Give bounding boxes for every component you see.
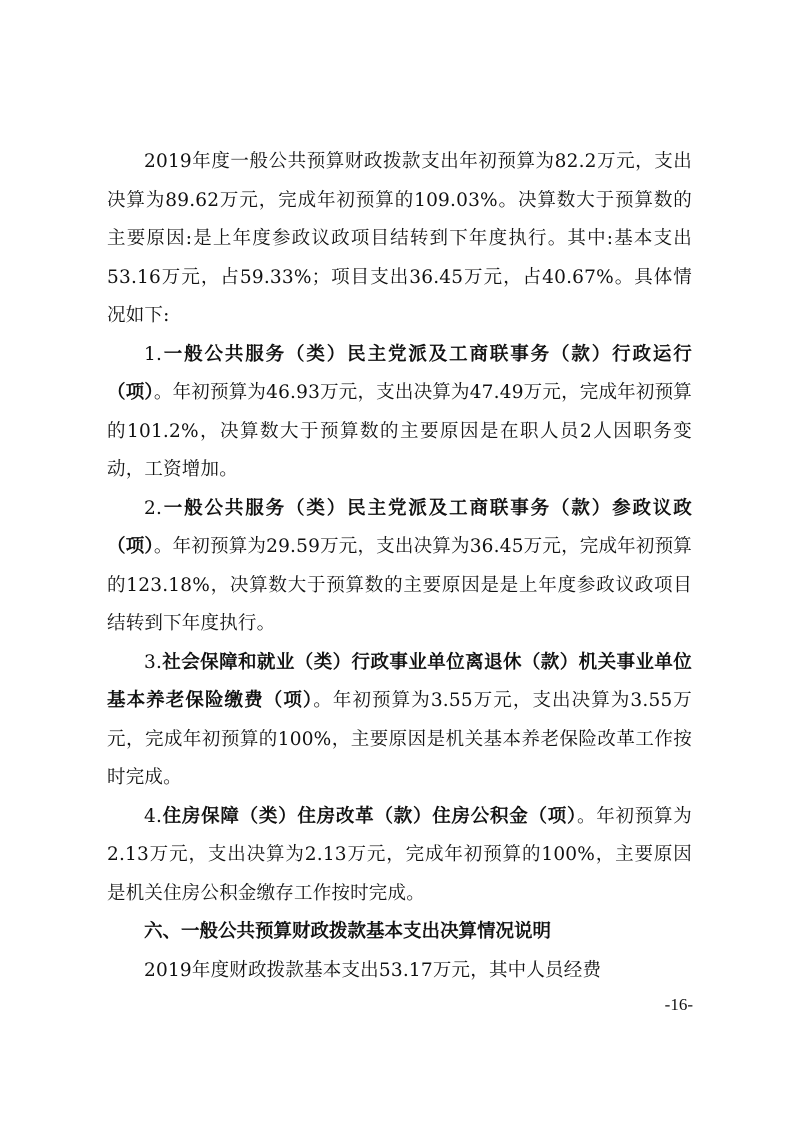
item-number: 1.: [144, 343, 163, 365]
item-text: 。年初预算为46.93万元，支出决算为47.49万元，完成年初预算的101.2%，决算数大于预算数的主要原因是在职人员2人因职务变动，工资增加。: [107, 382, 692, 480]
page-number: -16-: [664, 995, 693, 1014]
item-number: 3.: [144, 651, 163, 673]
item-paragraph-2: [107, 490, 692, 644]
item-text: 。年初预算为3.55万元，支出决算为3.55万元，完成年初预算的100%，主要原因是机关基本养老保险改革工作按时完成。: [107, 690, 693, 788]
closing-paragraph: 2019年度财政拨款基本支出53.17万元，其中人员经费: [144, 959, 602, 981]
section-heading: 六、一般公共预算财政拨款基本支出决算情况说明: [144, 921, 552, 942]
document-body: [107, 143, 692, 990]
item-paragraph-3: [107, 644, 692, 798]
item-number: 2.: [144, 497, 163, 519]
item-text: 。年初预算为2.13万元，支出决算为2.13万元，完成年初预算的100%，主要原因是机关住房公积金缴存工作按时完成。: [107, 805, 692, 904]
item-title: 一般公共服务（类）民主党派及工商联事务（款）行政运行（项）: [107, 343, 692, 403]
item-text: 。年初预算为29.59万元，支出决算为36.45万元，完成年初预算的123.18%，决算数大于预算数的主要原因是是上年度参政议政项目结转到下年度执行。: [107, 536, 692, 634]
intro-paragraph: 2019年度一般公共预算财政拨款支出年初预算为82.2万元，支出决算为89.62万元，完成年初预算的109.03%。决算数大于预算数的主要原因:是上年度参政议政项目结转到下年度执行。其中:基本支出53.16万元，占59.33%；项目支出36.45万元，占40.67%。具体情况如下:: [107, 151, 692, 326]
item-title: 一般公共服务（类）民主党派及工商联事务（款）参政议政（项）: [107, 497, 692, 557]
item-number: 4.: [144, 805, 163, 827]
item-paragraph-1: [107, 336, 692, 490]
item-title: 住房保障（类）住房改革（款）住房公积金（项）: [162, 805, 578, 827]
item-title: 社会保障和就业（类）行政事业单位离退休（款）机关事业单位基本养老保险缴费（项）: [107, 651, 692, 711]
item-paragraph-4: [107, 798, 692, 914]
